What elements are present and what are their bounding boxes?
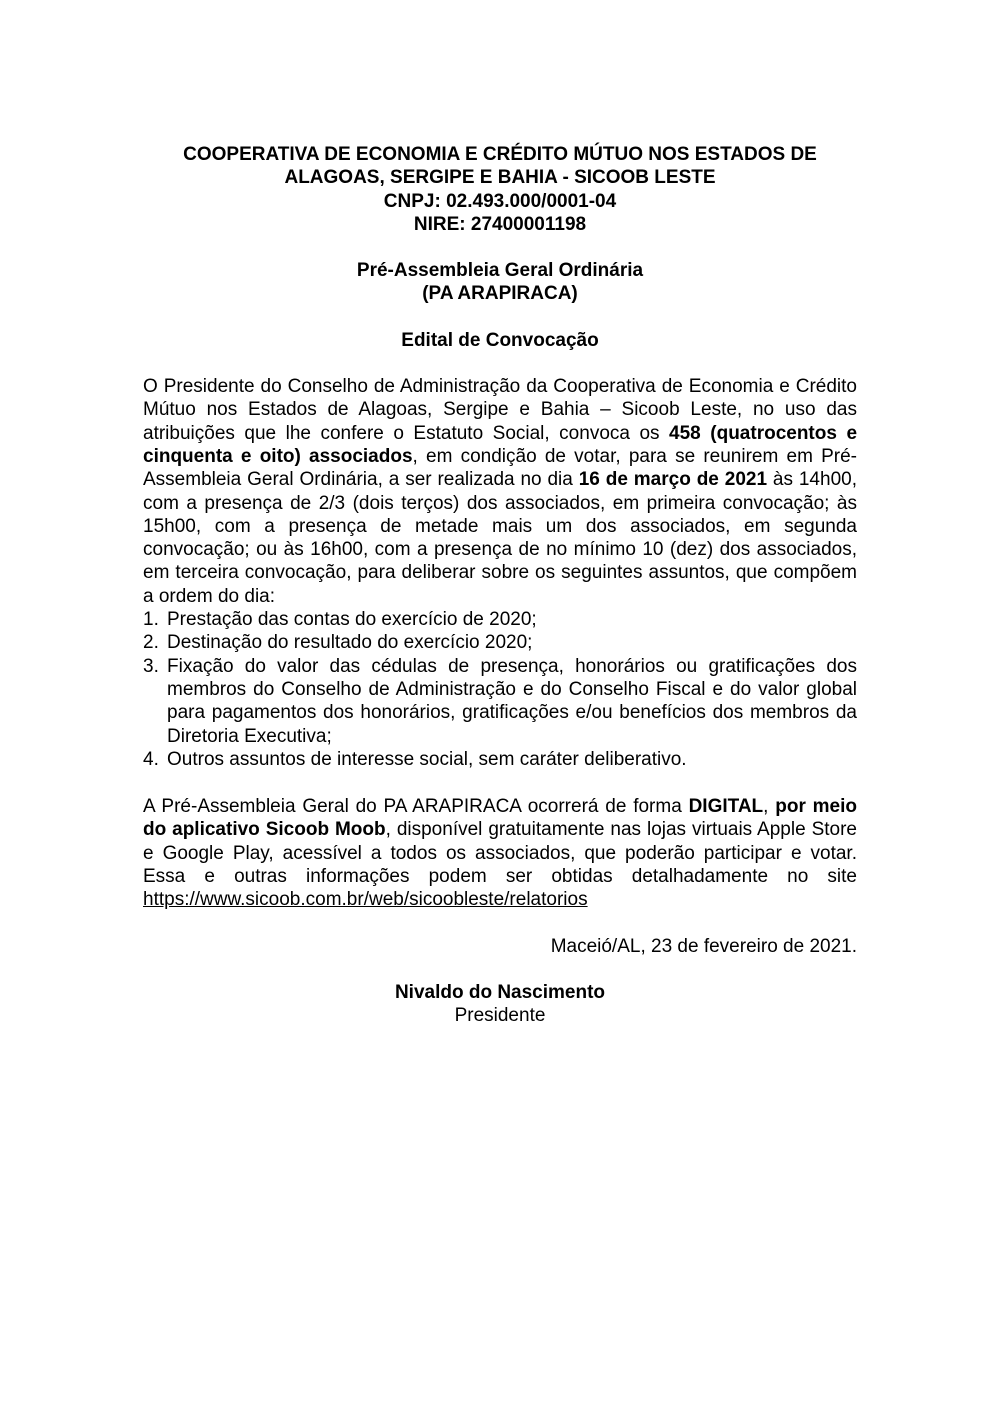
signatory-role: Presidente	[454, 1005, 546, 1027]
document-page	[143, 143, 857, 1028]
agenda-item-text: Fixação do valor das cédulas de presença, honorários ou gratificações dos membros do Conselho de Administração e do Conselho Fiscal e do valor global para pagamentos dos honorários, gratificações e/ou benefícios dos membros da Diretoria Executiva;	[167, 655, 857, 747]
agenda-item	[143, 608, 857, 631]
signatory-name: Nivaldo do Nascimento	[394, 981, 606, 1003]
signature-block	[143, 981, 857, 1028]
nire-line: NIRE: 27400001198	[413, 213, 587, 235]
cooperative-name-line2: ALAGOAS, SERGIPE E BAHIA - SICOOB LESTE	[284, 167, 716, 189]
meeting-heading	[143, 259, 857, 306]
convocation-text-a: O Presidente do Conselho de Administração da Cooperativa de Economia e Crédito Mútuo nos Estados de Alagoas, Sergipe e Bahia – Sicoob Leste, no uso das atribuições que lhe confere o Estatuto Social, convoca os	[143, 376, 857, 444]
date-line: Maceió/AL, 23 de fevereiro de 2021.	[550, 935, 857, 957]
reports-link[interactable]: https://www.sicoob.com.br/web/sicoobleste/relatorios	[143, 889, 588, 911]
app-name: por meio do aplicativo Sicoob Moob	[143, 796, 857, 841]
convocation-paragraph	[143, 375, 857, 608]
cooperative-name-line1: COOPERATIVA DE ECONOMIA E CRÉDITO MÚTUO NOS ESTADOS DE	[183, 144, 817, 165]
digital-meeting-paragraph	[143, 795, 857, 911]
digital-format: DIGITAL	[688, 796, 764, 818]
meeting-title: Pré-Assembleia Geral Ordinária	[356, 260, 644, 282]
agenda-item-number: 3.	[143, 655, 159, 677]
convocation-text-b: , em condição de votar, para se reunirem em Pré-Assembleia Geral Ordinária, a ser realizada no dia	[143, 445, 857, 491]
agenda-item	[143, 655, 857, 748]
meeting-date: 16 de março de 2021	[578, 469, 768, 491]
notice-title: Edital de Convocação	[401, 329, 599, 351]
digital-text-c: , disponível gratuitamente nas lojas virtuais Apple Store e Google Play, acessível a todos os associados, que poderão participar e votar. Essa e outras informações podem ser obtidas detalhadamente no site	[143, 819, 857, 888]
agenda-item-number: 1.	[143, 609, 159, 631]
agenda-item-text: Outros assuntos de interesse social, sem caráter deliberativo.	[167, 748, 687, 770]
convocation-text-c: às 14h00, com a presença de 2/3 (dois terços) dos associados, em primeira convocação; às 15h00, com a presença de metade mais um dos associados, em segunda convocação; ou às 16h00, com a presença de no mínimo 10 (dez) dos associados, em terceira convocação, para deliberar sobre os seguintes assuntos, que compõem a ordem do dia:	[143, 469, 857, 607]
agenda-item	[143, 748, 857, 771]
agenda-list	[143, 608, 857, 771]
agenda-item	[143, 631, 857, 654]
agenda-item-text: Prestação das contas do exercício de 2020;	[167, 609, 537, 631]
agenda-item-text: Destinação do resultado do exercício 2020;	[167, 632, 533, 654]
digital-text-b: ,	[763, 796, 776, 818]
cnpj-line: CNPJ: 02.493.000/0001-04	[383, 190, 617, 212]
agenda-item-number: 2.	[143, 632, 159, 654]
digital-text-a: A Pré-Assembleia Geral do PA ARAPIRACA ocorrerá de forma	[143, 796, 689, 818]
agenda-item-number: 4.	[143, 748, 159, 770]
meeting-subtitle: (PA ARAPIRACA)	[422, 283, 578, 305]
cooperative-header	[143, 143, 857, 236]
associates-count: 458 (quatrocentos e cinquenta e oito) associados	[143, 422, 858, 467]
